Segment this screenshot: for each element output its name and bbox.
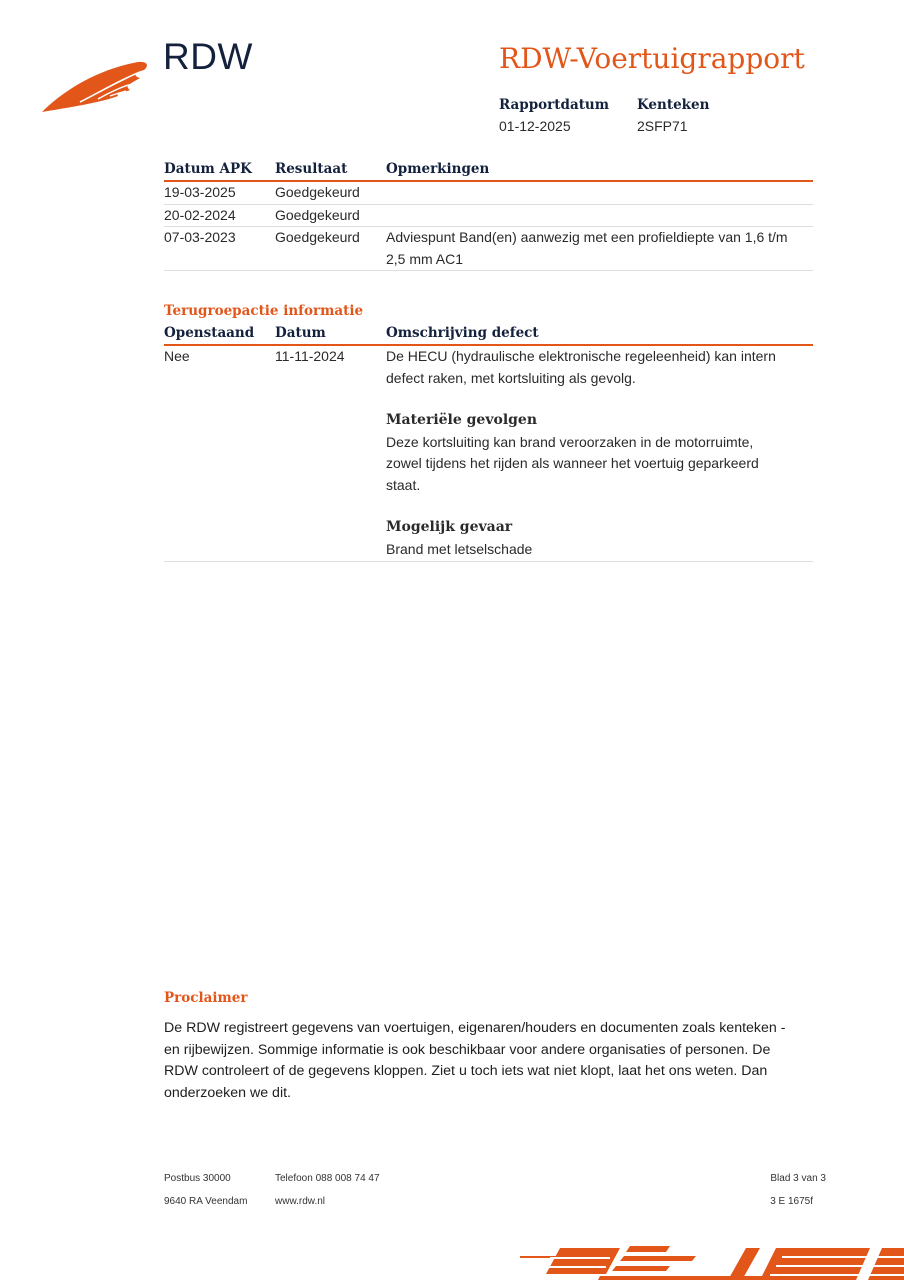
page-title: RDW-Voertuigrapport bbox=[499, 42, 805, 75]
apk-table-header bbox=[164, 160, 813, 182]
orange-stripes-decoration bbox=[520, 1244, 904, 1280]
rdw-wing-logo-icon bbox=[40, 58, 150, 116]
danger-text: Brand met letselschade bbox=[386, 540, 533, 557]
proclaimer-text: De RDW registreert gegevens van voertuigen, eigenaren/houders en documenten zoals kenteken - en rijbewijzen. Sommige informatie is ook beschikbaar voor andere organisaties of personen. De RDW controleert of de gegevens kloppen. Ziet u toch iets wat niet klopt, laat het ons weten. Dan onderzoeken we dit. bbox=[164, 1020, 786, 1101]
report-date-value: 01-12-2025 bbox=[499, 118, 571, 134]
apk-remark bbox=[386, 205, 813, 227]
footer-city: 9640 RA Veendam bbox=[164, 1196, 248, 1207]
recall-details bbox=[386, 346, 813, 560]
table-row bbox=[164, 346, 813, 562]
danger-heading: Mogelijk gevaar bbox=[386, 519, 513, 535]
plate-value: 2SFP71 bbox=[637, 118, 688, 134]
recall-open: Nee bbox=[164, 348, 190, 364]
footer-postbus: Postbus 30000 bbox=[164, 1173, 231, 1184]
footer-document-code: 3 E 1675f bbox=[770, 1196, 813, 1207]
apk-date: 19-03-2025 bbox=[164, 184, 236, 200]
recall-section-title: Terugroepactie informatie bbox=[164, 303, 364, 319]
footer-page-number: Blad 3 van 3 bbox=[770, 1173, 826, 1184]
table-row bbox=[164, 205, 813, 228]
apk-result: Goedgekeurd bbox=[275, 229, 360, 245]
logo-wordmark: RDW bbox=[163, 36, 253, 77]
apk-col-date: Datum APK bbox=[164, 161, 252, 177]
recall-description: De HECU (hydraulische elektronische regeleenheid) kan intern defect raken, met kortsluiting als gevolg. bbox=[386, 348, 776, 386]
recall-date: 11-11-2024 bbox=[275, 348, 345, 364]
report-date-label: Rapportdatum bbox=[499, 97, 610, 113]
table-row bbox=[164, 227, 813, 271]
table-row bbox=[164, 182, 813, 205]
recall-col-open: Openstaand bbox=[164, 325, 255, 341]
plate-label: Kenteken bbox=[637, 97, 710, 113]
recall-table-header bbox=[164, 324, 813, 346]
apk-col-result: Resultaat bbox=[275, 161, 348, 177]
consequences-heading: Materiële gevolgen bbox=[386, 412, 538, 428]
apk-table bbox=[164, 160, 813, 271]
apk-result: Goedgekeurd bbox=[275, 184, 360, 200]
footer-website-link[interactable]: www.rdw.nl bbox=[275, 1196, 326, 1207]
apk-col-remarks: Opmerkingen bbox=[386, 161, 490, 177]
apk-result: Goedgekeurd bbox=[275, 206, 360, 223]
apk-remark: Adviespunt Band(en) aanwezig met een profieldiepte van 1,6 t/m 2,5 mm AC1 bbox=[386, 229, 788, 267]
apk-date: 20-02-2024 bbox=[164, 206, 236, 223]
consequences-text: Deze kortsluiting kan brand veroorzaken in de motorruimte, zowel tijdens het rijden als wanneer het voertuig geparkeerd staat. bbox=[386, 433, 759, 493]
footer-phone: Telefoon 088 008 74 47 bbox=[275, 1173, 380, 1184]
proclaimer-title: Proclaimer bbox=[164, 990, 248, 1006]
apk-date: 07-03-2023 bbox=[164, 229, 236, 245]
recall-col-description: Omschrijving defect bbox=[386, 325, 539, 341]
recall-table bbox=[164, 324, 813, 562]
apk-remark bbox=[386, 182, 813, 204]
recall-col-date: Datum bbox=[275, 325, 326, 341]
